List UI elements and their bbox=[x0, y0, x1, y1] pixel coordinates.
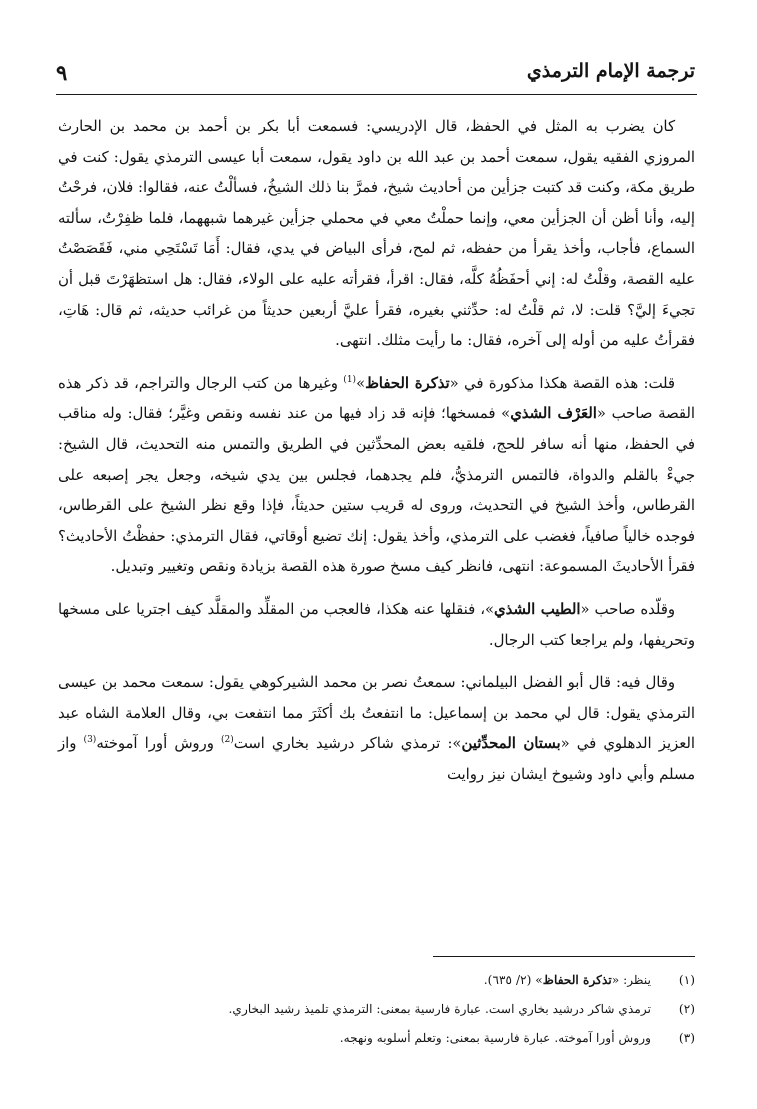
text-run: وقلّده صاحب « bbox=[580, 600, 675, 618]
footnote-ref: (2) bbox=[220, 735, 234, 746]
footnote-divider bbox=[433, 956, 695, 957]
text-run: قلت: هذه القصة هكذا مذكورة في « bbox=[449, 374, 675, 392]
paragraph-4 bbox=[58, 668, 695, 790]
footnote-ref: (1) bbox=[343, 374, 357, 385]
text-run: ينظر: « bbox=[611, 973, 651, 987]
book-title: العَرْف الشذي bbox=[510, 405, 597, 423]
footnote-text bbox=[229, 995, 651, 1024]
body-text bbox=[58, 112, 695, 790]
text-run: واز مسلم وأبي داود وشيوخ ايشان نيز روايت bbox=[58, 735, 695, 783]
footnotes bbox=[58, 966, 695, 1053]
footnote-ref: (3) bbox=[83, 735, 97, 746]
footnote-2 bbox=[58, 995, 695, 1024]
text-run: ترمذي شاكر درشيد بخاري است. عبارة فارسية بمعنى: الترمذي تلميذ رشيد البخاري. bbox=[228, 1002, 651, 1016]
book-title: بستان المحدِّثين bbox=[461, 735, 561, 753]
text-run: وروش أورا آموخته. عبارة فارسية بمعنى: وتعلم أسلوبه ونهجه. bbox=[339, 1031, 651, 1045]
text-run: »: ترمذي شاكر درشيد بخاري است bbox=[233, 735, 462, 753]
paragraph-3 bbox=[58, 595, 695, 656]
text-run: » bbox=[356, 374, 366, 392]
text-run: » (٢/ ٦٣٥). bbox=[483, 973, 543, 987]
book-title: تذكرة الحفاظ bbox=[542, 973, 612, 987]
text-run: وروش أورا آموخته bbox=[96, 735, 221, 753]
book-title: تذكرة الحفاظ bbox=[365, 374, 450, 392]
footnote-number: (٣) bbox=[678, 1031, 695, 1045]
footnote-text bbox=[484, 966, 651, 995]
paragraph-2 bbox=[58, 369, 695, 583]
footnote-text bbox=[340, 1024, 651, 1053]
footnote-3 bbox=[58, 1024, 695, 1053]
paragraph-1 bbox=[58, 112, 695, 357]
text-run: »، فنقلها عنه هكذا، فالعجب من المقلِّد والمقلَّد كيف اجتريا على مسخها وتحريفها، ولم يراجعا كتب الرجال. bbox=[58, 600, 695, 649]
footnote-1 bbox=[58, 966, 695, 995]
book-title: الطيب الشذي bbox=[494, 600, 581, 618]
text-run: » فمسخها؛ فإنه قد زاد فيها من عند نفسه ونقص وغيَّر؛ فقال: وله مناقب في الحفظ، منها أنه سافر للحج، فلقيه بعض المحدِّثين في الطريق والتمس منه التحديث، قال الشيخ: جيءْ بالقلم والدواة، فالتمس الترمذيُّ، فلم يجدهما، فجلس بين يدي شيخه، وجعل يجر إصبعه على القرطاس، وأخذ الشيخ في التحديث، وروى له قريب ستين حديثاً، فإذا وقع نظر الشيخ على القرطاس، فوجده خالياً صافياً، فغضب على الترمذي، وأخذ يقول: إنك تضيع أوقاتي، فقال الترمذي: حفظْتُ الأحاديث؟ فقرأ الأحاديثَ المسموعة: انتهى، فانظر كيف مسخ صورة هذه القصة بزيادة ونقص وتغيير وتبديل. bbox=[58, 405, 695, 576]
text-run: وغيرها من كتب الرجال والتراجم، قد ذكر هذه القصة صاحب « bbox=[58, 374, 695, 423]
header-divider bbox=[56, 94, 697, 95]
footnote-number: (١) bbox=[678, 973, 695, 987]
text-run: كان يضرب به المثل في الحفظ، قال الإدريسي: فسمعت أبا بكر بن أحمد بن محمد بن الحارث المروزي الفقيه يقول، سمعت أحمد بن عبد الله بن داود يقول، سمعت أبا عيسى الترمذي يقول: كنت في طريق مكة، وكنت قد كتبت جزأين من أحاديث شيخ، فمرَّ بنا ذلك الشيخُ، فسألْتُ عنه، فقالوا: فلان، فرحْتُ إليه، وأنا أظن أن الجزأين معي، وإنما حملْتُ معي في محملي جزأين غيرهما شبههما، فلما ظفِرْتُ، سألته السماع، فأجاب، وأخذ يقرأ من حفظه، ثم لمح، فرأى البياض في يدي، فقال: أَمَا تَسْتَحِي مني، فَقَصَصْتُ عليه القصة، وقلْتُ له: إني أحفَظُهُ كلَّه، فقال: اقرأ، فقرأته عليه على الولاء، فقال: هل استظهَرْتَ قبل أن تجيءَ إليَّ؟ قلت: لا، ثم قلْتُ له: حدِّثني بغيره، فقرأ عليَّ أربعين حديثاً من غرائب حديثه، ثم قال: هَاتِ، فقرأتُ عليه من أوله إلى آخره، فقال: ما رأيت مثلك. انتهى. bbox=[58, 118, 695, 350]
running-header-title: ترجمة الإمام الترمذي bbox=[526, 60, 695, 82]
footnote-number: (٢) bbox=[678, 1002, 695, 1016]
text-run: وقال فيه: قال أبو الفضل البيلماني: سمعتُ نصر بن محمد الشيركوهي يقول: سمعت محمد بن عيسى الترمذي يقول: قال لي محمد بن إسماعيل: ما انتفعتُ بك أكثَرَ مما انتفعت بي، وقال العلامة الشاه عبد العزيز الدهلوي في « bbox=[58, 674, 695, 753]
page-number: ٩ bbox=[56, 60, 68, 85]
